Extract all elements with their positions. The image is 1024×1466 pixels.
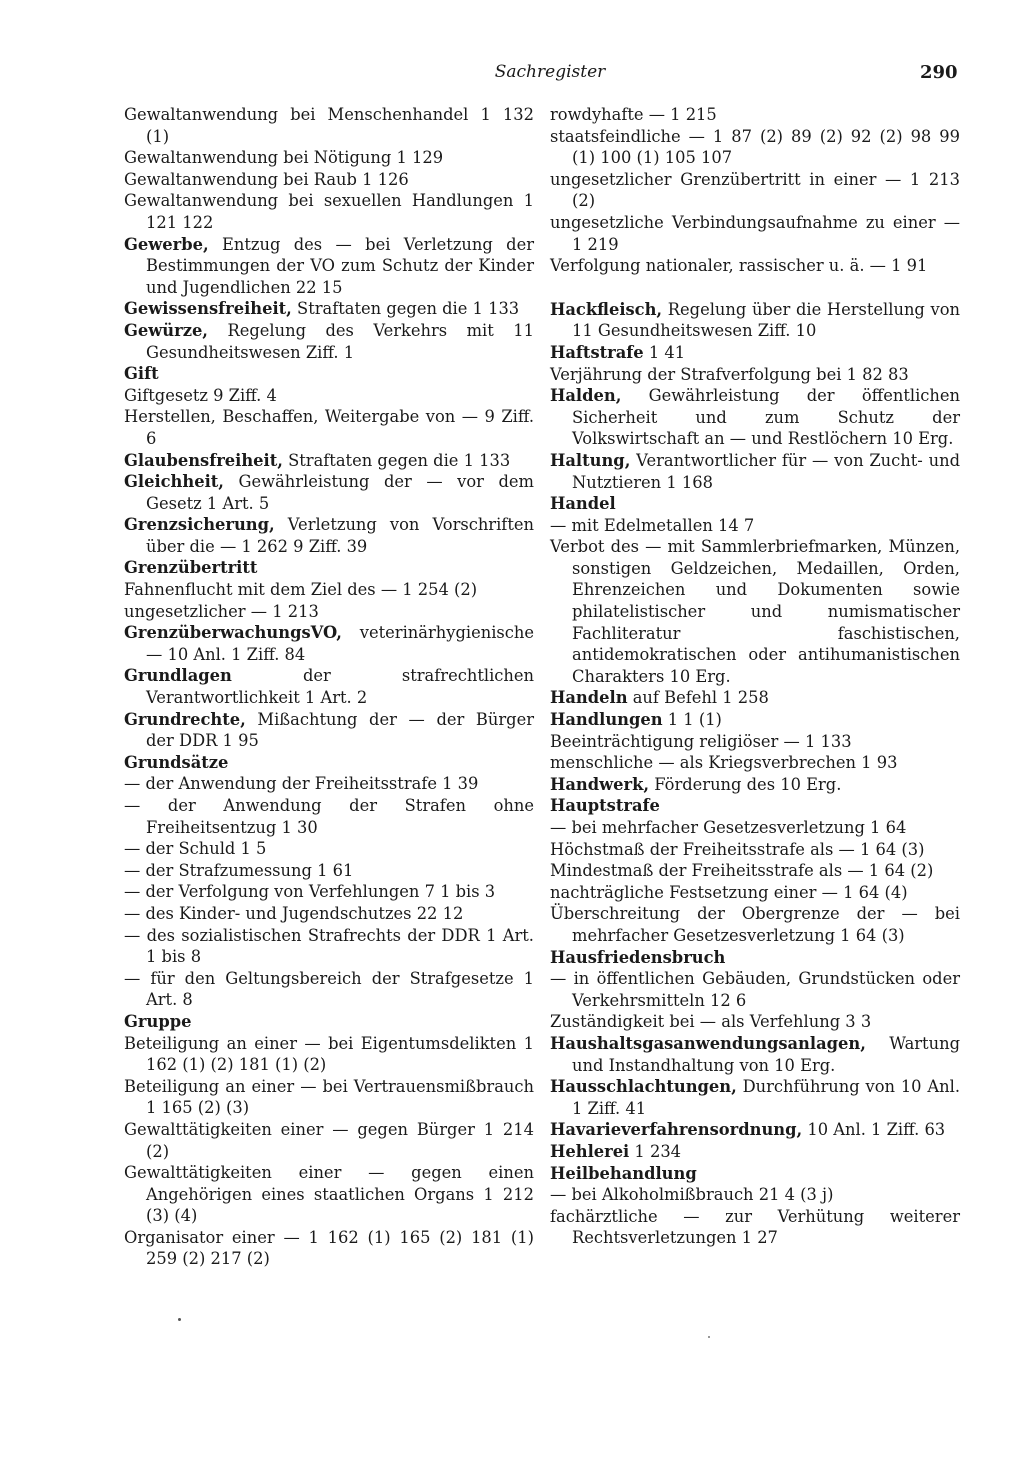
index-entry (550, 493, 960, 515)
index-entry (550, 342, 960, 364)
index-entry (550, 1184, 960, 1206)
index-entry (550, 212, 960, 255)
index-text: rowdyhafte — 1 215 (550, 105, 717, 124)
index-keyword: Grundrechte, (124, 709, 246, 729)
index-entry (124, 1227, 534, 1270)
index-keyword: Glaubensfreiheit, (124, 450, 283, 470)
index-entry (124, 147, 534, 169)
index-text: Straftaten gegen die 1 133 (282, 450, 511, 470)
index-keyword: Hausschlachtungen, (550, 1077, 737, 1097)
index-entry (124, 925, 534, 968)
index-text: Mindestmaß der Freiheitsstrafe als — 1 64 (2) (550, 861, 934, 881)
index-text: Entzug des — bei Verletzung der Bestimmungen der VO zum Schutz der Kinder und Jugendlichen 22 15 (146, 234, 534, 297)
index-entry (550, 731, 960, 753)
index-text: Beteiligung an einer — bei Eigentumsdelikten 1 162 (1) (2) 181 (1) (2) (124, 1033, 534, 1075)
index-entry (124, 234, 534, 299)
index-entry (550, 1119, 960, 1141)
index-entry (124, 514, 534, 557)
index-entry (124, 579, 534, 601)
index-text: auf Befehl 1 258 (627, 688, 769, 708)
index-keyword: Havarieverfahrensordnung, (550, 1120, 803, 1140)
index-text: veterinärhygienische — 10 Anl. 1 Ziff. 84 (146, 623, 534, 664)
index-text: Mißachtung der — der Bürger der DDR 1 95 (146, 709, 534, 751)
index-keyword: Grundlagen (124, 666, 232, 686)
index-text: — bei mehrfacher Gesetzesverletzung 1 64 (550, 818, 907, 837)
index-entry (124, 1076, 534, 1119)
index-text: Überschreitung der Obergrenze der — bei mehrfacher Gesetzesverletzung 1 64 (3) (550, 904, 960, 945)
index-entry (124, 104, 534, 147)
index-keyword: Haftstrafe (550, 342, 644, 362)
index-text: Beteiligung an einer — bei Vertrauensmißbrauch 1 165 (2) (3) (124, 1076, 534, 1118)
index-entry (124, 1162, 534, 1227)
index-entry (550, 1206, 960, 1249)
index-keyword: Halden, (550, 386, 622, 406)
index-text: Verbot des — mit Sammlerbriefmarken, Münzen, sonstigen Geldzeichen, Medaillen, Orden, Ehrenzeichen und Dokumenten sowie philatelistischer und numismatischer Fachliteratur faschistischen, antidemokratischen oder antihumanistischen Charakters 10 Erg. (550, 537, 960, 686)
index-text: — bei Alkoholmißbrauch 21 4 (3 j) (550, 1185, 834, 1205)
index-text: Verjährung der Strafverfolgung bei 1 82 83 (550, 364, 909, 384)
index-text: Gewaltanwendung bei Nötigung 1 129 (124, 148, 444, 168)
index-entry (550, 1076, 960, 1119)
speck-mark (178, 1318, 181, 1321)
index-text: — in öffentlichen Gebäuden, Grundstücken oder Verkehrsmitteln 12 6 (550, 969, 960, 1010)
index-entry (124, 860, 534, 882)
index-entry (124, 838, 534, 860)
index-keyword: Hauptstrafe (550, 796, 660, 816)
index-entry (550, 774, 960, 796)
index-text: — der Schuld 1 5 (124, 839, 267, 859)
index-entry (550, 515, 960, 537)
page-number: 290 (920, 62, 958, 83)
index-entry (550, 450, 960, 493)
index-keyword: Handeln (550, 688, 628, 708)
index-entry (124, 406, 534, 449)
index-entry (550, 817, 960, 839)
index-text: Regelung über die Herstellung von 11 Gesundheitswesen Ziff. 10 (572, 299, 960, 341)
index-text: 1 41 (643, 342, 686, 362)
index-entry (550, 903, 960, 946)
index-text: Gewährleistung der — vor dem Gesetz 1 Art. 5 (146, 472, 534, 513)
index-entry (550, 536, 960, 687)
index-text: 1 1 (1) (662, 710, 722, 730)
index-keyword: Gleichheit, (124, 472, 224, 492)
index-entry (550, 1141, 960, 1163)
index-entry (550, 839, 960, 861)
index-entry (550, 169, 960, 212)
index-text: Gewaltanwendung bei sexuellen Handlungen 1 121 122 (124, 191, 534, 232)
index-keyword: Grundsätze (124, 752, 229, 772)
index-entry (124, 968, 534, 1011)
index-entry (124, 557, 534, 579)
index-keyword: Hausfriedensbruch (550, 947, 726, 967)
index-entry (550, 860, 960, 882)
index-text: nachträgliche Festsetzung einer — 1 64 (4) (550, 882, 908, 902)
index-entry (550, 104, 960, 126)
index-entry (124, 385, 534, 407)
index-entry (550, 752, 960, 774)
index-entry (550, 1033, 960, 1076)
index-text: Giftgesetz 9 Ziff. 4 (124, 385, 277, 405)
index-text: Gewalttätigkeiten einer — gegen einen Angehörigen eines staatlichen Organs 1 212 (3) (4) (124, 1163, 534, 1226)
index-text: Wartung und Instandhaltung von 10 Erg. (572, 1033, 960, 1075)
index-text: Förderung des 10 Erg. (649, 774, 842, 794)
index-entry (550, 687, 960, 709)
index-text: Höchstmaß der Freiheitsstrafe als — 1 64 (3) (550, 839, 925, 859)
index-text: ungesetzlicher Grenzübertritt in einer — 1 213 (2) (550, 169, 960, 211)
index-text: Straftaten gegen die 1 133 (291, 299, 520, 319)
index-text: staatsfeindliche — 1 87 (2) 89 (2) 92 (2) 98 99 (1) 100 (1) 105 107 (550, 126, 960, 168)
speck-mark (708, 1336, 710, 1338)
index-text: — der Anwendung der Strafen ohne Freiheitsentzug 1 30 (124, 796, 534, 837)
index-text: ungesetzliche Verbindungsaufnahme zu einer — 1 219 (550, 212, 960, 254)
index-entry (124, 903, 534, 925)
index-keyword: Haltung, (550, 450, 631, 470)
index-entry (550, 364, 960, 386)
index-entry (124, 363, 534, 385)
index-keyword: Gewürze, (124, 320, 208, 340)
index-text: Verletzung von Vorschriften über die — 1 262 9 Ziff. 39 (146, 515, 534, 556)
index-text: — des Kinder- und Jugendschutzes 22 12 (124, 903, 464, 923)
index-entry (124, 665, 534, 708)
index-text: Regelung des Verkehrs mit 11 Gesundheitswesen Ziff. 1 (146, 320, 534, 362)
index-entry (550, 882, 960, 904)
index-keyword: Gruppe (124, 1011, 192, 1031)
index-entry (550, 795, 960, 817)
index-keyword: Haushaltsgasanwendungsanlagen, (550, 1033, 866, 1053)
index-entry (124, 190, 534, 233)
index-keyword: Heilbehandlung (550, 1163, 697, 1183)
index-text: Organisator einer — 1 162 (1) 165 (2) 181 (1) 259 (2) 217 (2) (124, 1227, 534, 1269)
index-entry (124, 709, 534, 752)
index-entry (550, 299, 960, 342)
index-text: der strafrechtlichen Verantwortlichkeit 1 Art. 2 (146, 666, 534, 708)
index-entry (124, 169, 534, 191)
index-entry (550, 1163, 960, 1185)
index-entry (124, 1119, 534, 1162)
index-text: ungesetzlicher — 1 213 (124, 601, 319, 621)
index-entry (550, 968, 960, 1011)
index-entry (124, 320, 534, 363)
index-text: Fahnenflucht mit dem Ziel des — 1 254 (2) (124, 580, 478, 600)
index-text: Zuständigkeit bei — als Verfehlung 3 3 (550, 1012, 872, 1032)
index-entry (124, 450, 534, 472)
index-keyword: Gift (124, 364, 159, 384)
section-gap (550, 277, 960, 299)
index-entry (124, 298, 534, 320)
index-column-left (124, 104, 534, 1270)
page-header-title: Sachregister (494, 62, 606, 82)
index-text: — der Strafzumessung 1 61 (124, 860, 354, 880)
index-text: Gewährleistung der öffentlichen Sicherheit und zum Schutz der Volkswirtschaft an — und Restlöchern 10 Erg. (572, 386, 960, 449)
index-text: menschliche — als Kriegsverbrechen 1 93 (550, 753, 898, 773)
index-entry (550, 709, 960, 731)
index-entry (124, 881, 534, 903)
index-keyword: Hackfleisch, (550, 299, 663, 319)
index-entry (124, 622, 534, 665)
index-text: — des sozialistischen Strafrechts der DDR 1 Art. 1 bis 8 (124, 925, 534, 967)
index-entry (124, 1033, 534, 1076)
index-keyword: Grenzübertritt (124, 558, 258, 578)
index-text: Gewaltanwendung bei Raub 1 126 (124, 169, 409, 189)
index-entry (124, 795, 534, 838)
index-keyword: GrenzüberwachungsVO, (124, 623, 342, 643)
index-text: Durchführung von 10 Anl. 1 Ziff. 41 (572, 1077, 960, 1118)
index-entry (550, 1011, 960, 1033)
index-text: — mit Edelmetallen 14 7 (550, 515, 755, 535)
index-keyword: Gewissensfreiheit, (124, 299, 292, 319)
index-text: 10 Anl. 1 Ziff. 63 (802, 1120, 946, 1140)
index-text: Herstellen, Beschaffen, Weitergabe von — 9 Ziff. 6 (124, 407, 534, 448)
index-text: Verfolgung nationaler, rassischer u. ä. — 1 91 (550, 256, 928, 276)
index-text: — der Anwendung der Freiheitsstrafe 1 39 (124, 774, 479, 794)
index-entry (124, 1011, 534, 1033)
index-entry (550, 947, 960, 969)
index-keyword: Handlungen (550, 710, 663, 730)
index-keyword: Hehlerei (550, 1141, 630, 1161)
index-keyword: Handel (550, 494, 616, 514)
index-column-right (550, 104, 960, 1249)
index-text: Verantwortlicher für — von Zucht- und Nutztieren 1 168 (572, 450, 960, 492)
index-entry (550, 385, 960, 450)
index-text: Beeinträchtigung religiöser — 1 133 (550, 731, 852, 751)
index-entry (124, 752, 534, 774)
index-entry (124, 471, 534, 514)
index-entry (550, 255, 960, 277)
index-text: fachärztliche — zur Verhütung weiterer Rechtsverletzungen 1 27 (550, 1206, 960, 1248)
index-text: — der Verfolgung von Verfehlungen 7 1 bis 3 (124, 882, 496, 902)
index-keyword: Grenzsicherung, (124, 515, 275, 535)
index-entry (124, 601, 534, 623)
index-text: 1 234 (629, 1141, 682, 1161)
index-text: Gewalttätigkeiten einer — gegen Bürger 1 214 (2) (124, 1119, 534, 1161)
index-keyword: Handwerk, (550, 774, 650, 794)
index-text: — für den Geltungsbereich der Strafgesetze 1 Art. 8 (124, 968, 534, 1010)
index-entry (550, 126, 960, 169)
index-text: Gewaltanwendung bei Menschenhandel 1 132 (1) (124, 105, 534, 146)
index-entry (124, 773, 534, 795)
index-keyword: Gewerbe, (124, 234, 209, 254)
